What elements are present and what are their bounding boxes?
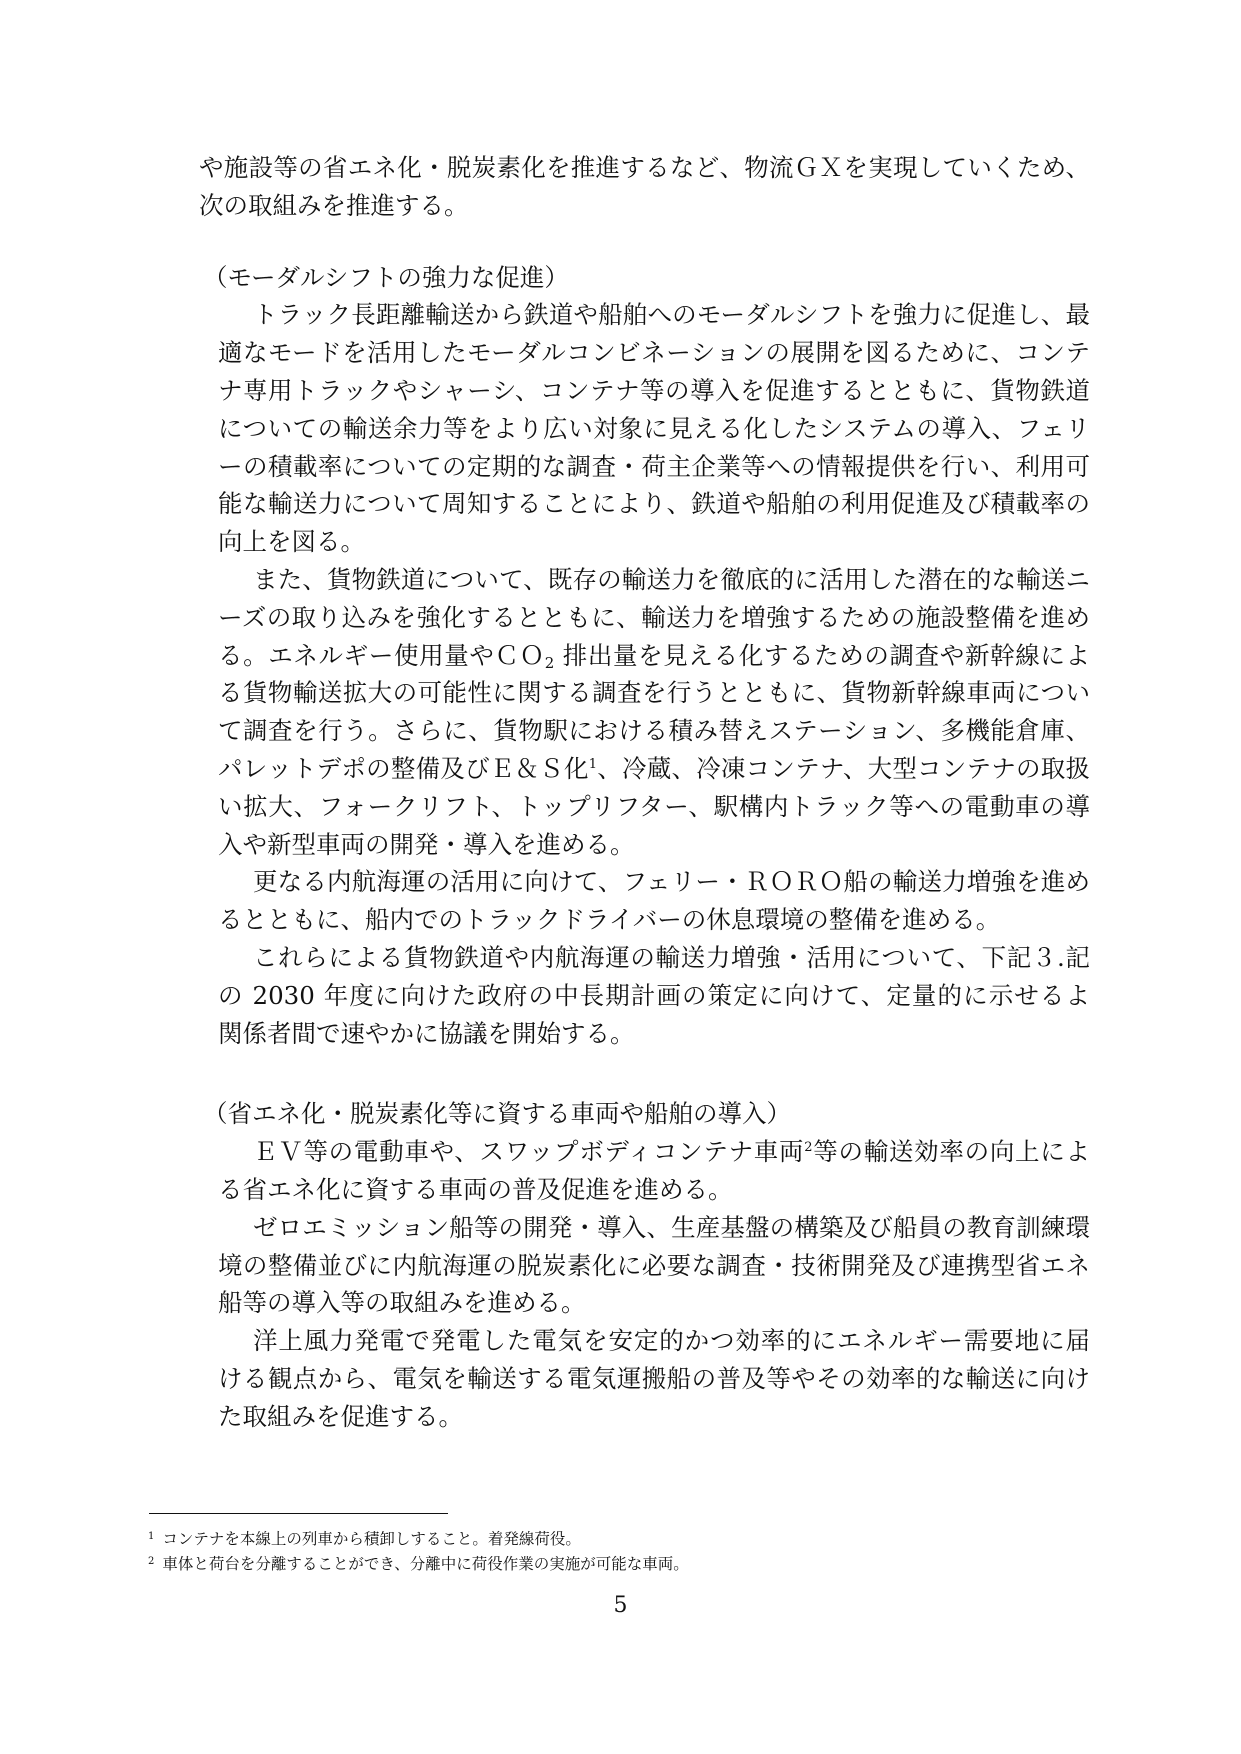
text-line: 入や新型車両の開発・導入を進める。 xyxy=(218,829,635,859)
text-line: トラック長距離輸送から鉄道や船舶へのモーダルシフトを強力に促進し、最 xyxy=(253,300,1090,330)
footnote-reference: 2 xyxy=(804,1140,813,1156)
text-line: い拡大、フォークリフト、トップリフター、駅構内トラック等への電動車の導 xyxy=(218,791,1090,821)
text-line: また、貨物鉄道について、既存の輸送力を徹底的に活用した潜在的な輸送ニ xyxy=(253,564,1090,594)
document-body xyxy=(0,149,1241,1436)
text-line: ナ専用トラックやシャーシ、コンテナ等の導入を促進するとともに、貨物鉄道 xyxy=(218,375,1090,405)
text-line: るとともに、船内でのトラックドライバーの休息環境の整備を進める。 xyxy=(218,905,1001,935)
footnote-separator xyxy=(149,1513,448,1514)
text-line: ゼロエミッション船等の開発・導入、生産基盤の構築及び船員の教育訓練環 xyxy=(253,1212,1090,1242)
text-segment: 等の輸送効率の向上によ xyxy=(812,1137,1090,1167)
text-line: これらによる貨物鉄道や内航海運の輸送力増強・活用について、下記３.記 xyxy=(253,942,1090,972)
footnote-1 xyxy=(148,1527,581,1549)
text-line: 境の整備並びに内航海運の脱炭素化に必要な調査・技術開発及び連携型省エネ xyxy=(218,1250,1090,1280)
text-line: る貨物輸送拡大の可能性に関する調査を行うとともに、貨物新幹線車両につい xyxy=(218,678,1090,708)
text-segment: ＥＶ等の電動車や、スワップボディコンテナ車両 xyxy=(253,1137,805,1167)
footnote-reference: 1 xyxy=(588,756,598,772)
text-line: 船等の導入等の取組みを進める。 xyxy=(218,1288,586,1318)
text-line: 更なる内航海運の活用に向けて、フェリー・ＲＯＲＯ船の輸送力増強を進め xyxy=(253,867,1090,897)
footnote-number: 1 xyxy=(148,1531,155,1542)
section-heading: （モーダルシフトの強力な促進） xyxy=(203,262,569,292)
footnote-2 xyxy=(148,1552,689,1574)
text-segment: る。エネルギー使用量やＣＯ xyxy=(218,640,545,670)
text-line: 関係者間で速やかに協議を開始する。 xyxy=(218,1018,635,1048)
page-number: 5 xyxy=(613,1593,628,1618)
section-heading: （省エネ化・脱炭素化等に資する車両や船舶の導入） xyxy=(203,1099,791,1129)
text-line: ける観点から、電気を輸送する電気運搬船の普及等やその効率的な輸送に向け xyxy=(218,1363,1090,1393)
text-line: 洋上風力発電で発電した電気を安定的かつ効率的にエネルギー需要地に届 xyxy=(253,1326,1090,1356)
text-segment: パレットデポの整備及びＥ＆Ｓ化 xyxy=(218,753,589,783)
text-line xyxy=(218,637,1090,675)
text-line: 次の取組みを推進する。 xyxy=(199,190,469,220)
text-line: 適なモードを活用したモーダルコンビネーションの展開を図るために、コンテ xyxy=(218,338,1090,368)
text-line: た取組みを促進する。 xyxy=(218,1401,463,1431)
text-line: る省エネ化に資する車両の普及促進を進める。 xyxy=(218,1174,733,1204)
text-line: ーズの取り込みを強化するとともに、輸送力を増強するための施設整備を進め xyxy=(218,602,1090,632)
text-line xyxy=(218,750,1090,788)
text-line: て調査を行う。さらに、貨物駅における積み替えステーション、多機能倉庫、 xyxy=(218,716,1090,746)
text-line: の 2030 年度に向けた政府の中長期計画の策定に向けて、定量的に示せるよ xyxy=(218,980,1090,1010)
text-segment: 排出量を見える化するための調査や新幹線によ xyxy=(554,640,1090,670)
subscript: 2 xyxy=(544,653,555,672)
footnote-text: 車体と荷台を分離することができ、分離中に荷役作業の実施が可能な車両。 xyxy=(162,1555,689,1573)
text-line: ーの積載率についての定期的な調査・荷主企業等への情報提供を行い、利用可 xyxy=(218,451,1090,481)
text-line xyxy=(253,1133,1090,1171)
footnote-text: コンテナを本線上の列車から積卸しすること。着発線荷役。 xyxy=(162,1530,581,1548)
footnote-number: 2 xyxy=(148,1556,155,1567)
text-line: や施設等の省エネ化・脱炭素化を推進するなど、物流ＧＸを実現していくため、 xyxy=(199,153,1090,182)
text-line: 能な輸送力について周知することにより、鉄道や船舶の利用促進及び積載率の xyxy=(218,489,1090,519)
text-line: 向上を図る。 xyxy=(218,527,365,557)
text-line: についての輸送余力等をより広い対象に見える化したシステムの導入、フェリ xyxy=(218,413,1090,443)
text-segment: 、冷蔵、冷凍コンテナ、大型コンテナの取扱 xyxy=(597,753,1090,783)
